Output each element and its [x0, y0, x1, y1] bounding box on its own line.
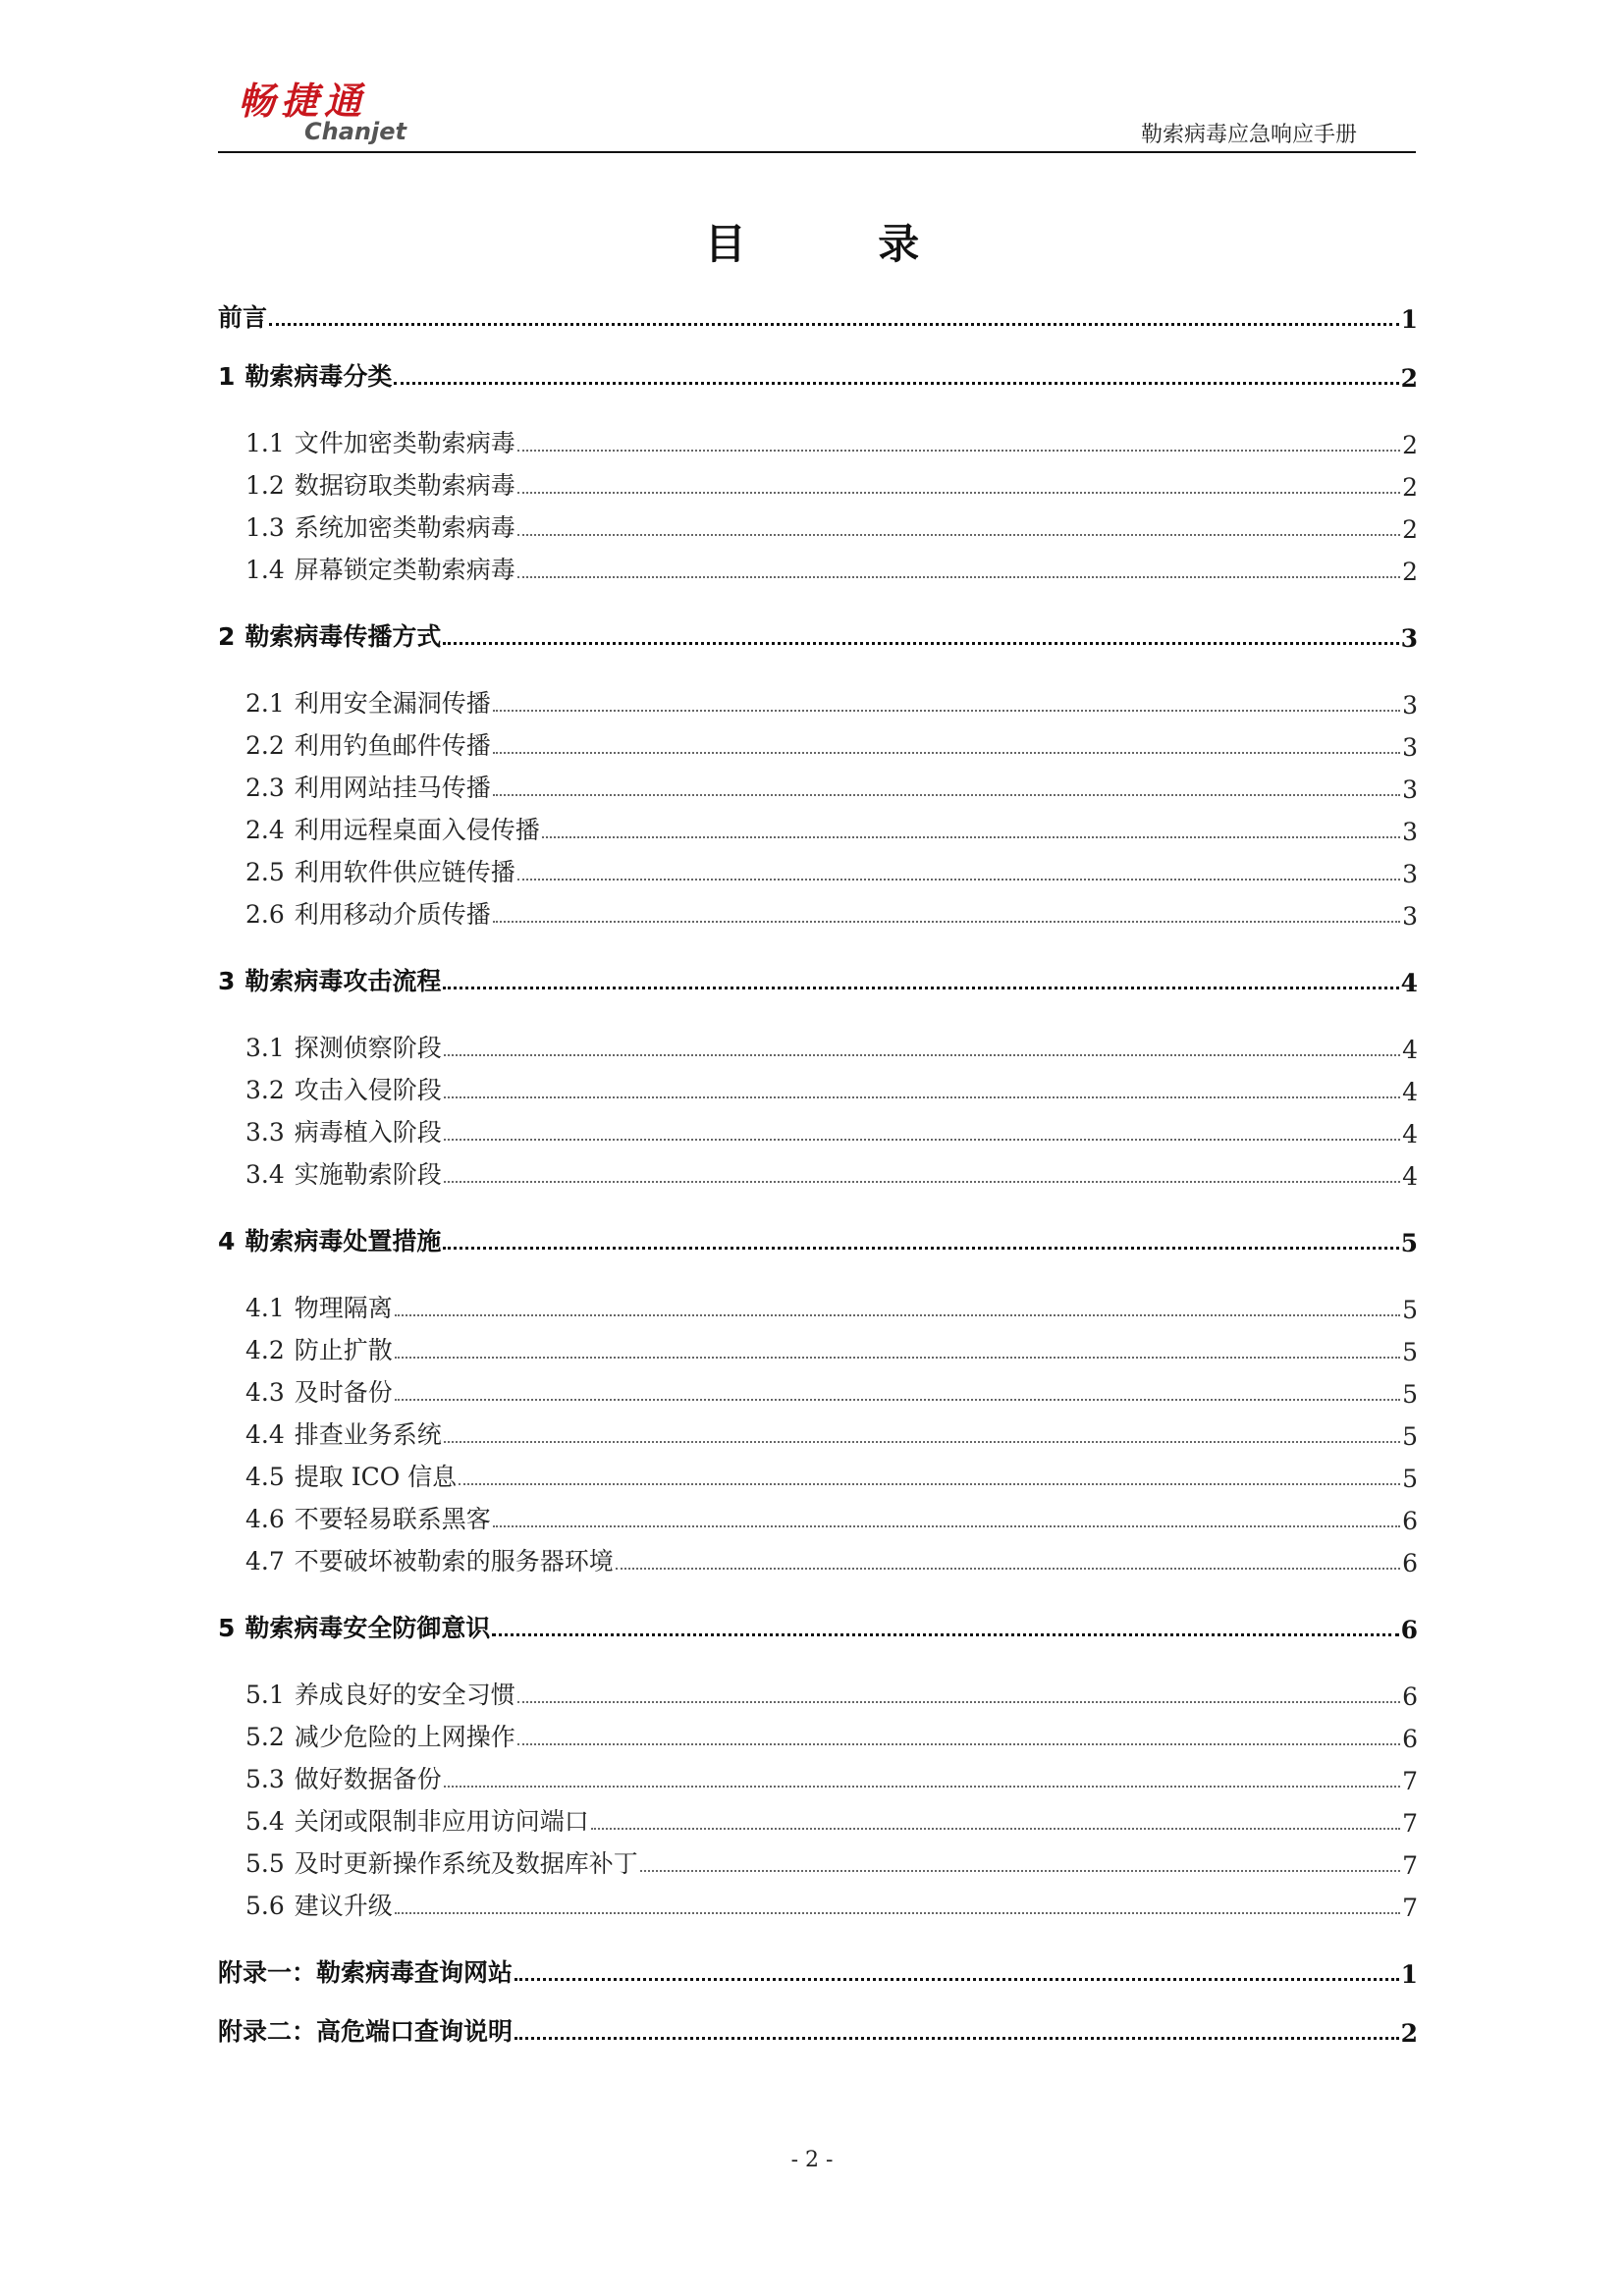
toc-entry-page: 7 — [1402, 1767, 1418, 1795]
toc-entry[interactable] — [245, 1285, 1418, 1324]
toc-entry[interactable] — [245, 680, 1418, 720]
toc-entry-number: 2 — [218, 622, 236, 651]
toc-entry[interactable] — [245, 1369, 1418, 1409]
toc-entry[interactable] — [245, 891, 1418, 931]
toc-entry-label — [245, 1760, 442, 1795]
toc-entry-text: 勒索病毒处置措施 — [244, 1227, 442, 1255]
toc-entry-number: 2.4 — [245, 816, 285, 844]
toc-entry-label — [245, 1542, 614, 1577]
dot-leader — [444, 1096, 1400, 1098]
toc-entry-number: 1.4 — [245, 556, 285, 584]
toc-entry-label — [245, 508, 515, 544]
toc-entry[interactable] — [245, 1538, 1418, 1577]
toc-entry[interactable] — [218, 294, 1418, 334]
toc-entry[interactable] — [218, 1218, 1418, 1257]
toc-entry-label — [245, 424, 515, 459]
toc-entry-text: 关闭或限制非应用访问端口 — [294, 1807, 589, 1836]
toc-entry-page: 3 — [1402, 860, 1418, 888]
toc-entry-text: 做好数据备份 — [294, 1765, 442, 1793]
toc-entry[interactable] — [218, 353, 1418, 393]
toc-entry[interactable] — [245, 1067, 1418, 1106]
toc-entry-label — [245, 684, 491, 720]
toc-entry-text: 利用钓鱼邮件传播 — [294, 731, 491, 760]
dot-leader — [493, 921, 1400, 923]
dot-leader — [517, 450, 1400, 452]
toc-entry-page: 6 — [1402, 1725, 1418, 1753]
toc-entry-label — [245, 1500, 491, 1535]
toc-entry-label — [218, 962, 441, 997]
dot-leader — [444, 1181, 1400, 1183]
toc-entry-number: 5.2 — [245, 1723, 285, 1751]
toc-entry-text: 勒索病毒传播方式 — [244, 622, 442, 651]
toc-entry-page: 6 — [1400, 1616, 1418, 1644]
dot-leader — [444, 1786, 1400, 1788]
dot-leader — [517, 576, 1400, 578]
toc-entry-label — [245, 1415, 442, 1451]
dot-leader — [444, 1054, 1400, 1056]
dot-leader — [492, 1633, 1398, 1636]
toc-entry[interactable] — [245, 849, 1418, 888]
dot-leader — [493, 1525, 1400, 1527]
toc-entry-number: 2.5 — [245, 858, 285, 886]
dot-leader — [514, 2037, 1399, 2040]
dot-leader — [395, 1357, 1400, 1359]
toc-entry-label — [245, 895, 491, 931]
document-title: 勒索病毒应急响应手册 — [1140, 123, 1357, 147]
toc-entry-text: 利用移动介质传播 — [294, 900, 491, 929]
toc-entry-label — [218, 1953, 513, 1989]
toc-entry-text: 利用远程桌面入侵传播 — [294, 816, 540, 844]
dot-leader — [443, 642, 1398, 645]
toc-entry-text: 建议升级 — [294, 1892, 393, 1920]
dot-leader — [542, 836, 1400, 838]
toc-entry-label — [245, 1113, 442, 1148]
toc-heading: 目 录 — [704, 220, 979, 268]
dot-leader — [395, 1314, 1400, 1316]
toc-entry-page: 6 — [1402, 1549, 1418, 1577]
toc-entry-page: 5 — [1402, 1465, 1418, 1493]
toc-entry-text: 利用网站挂马传播 — [294, 774, 491, 802]
toc-entry-text: 系统加密类勒索病毒 — [294, 513, 515, 542]
toc-entry-page: 2 — [1402, 515, 1418, 544]
toc-entry-number: 4 — [218, 1227, 236, 1255]
toc-entry-page: 4 — [1402, 1120, 1418, 1148]
toc-entry-page: 2 — [1402, 473, 1418, 502]
toc-entry-number: 5.3 — [245, 1765, 285, 1793]
toc-entry-text: 附录二：高危端口查询说明 — [218, 2017, 514, 2046]
toc-entry-label — [245, 1373, 393, 1409]
toc-entry-number: 3.2 — [245, 1076, 285, 1104]
toc-entry-page: 2 — [1402, 431, 1418, 459]
toc-entry-text: 勒索病毒攻击流程 — [244, 967, 442, 995]
toc-entry-label — [245, 1718, 515, 1753]
toc-entry-text: 排查业务系统 — [294, 1420, 442, 1449]
toc-entry-number: 3.1 — [245, 1034, 285, 1062]
toc-entry-number: 4.2 — [245, 1336, 285, 1364]
toc-entry[interactable] — [245, 1714, 1418, 1753]
toc-entry[interactable] — [245, 1412, 1418, 1451]
toc-entry[interactable] — [245, 1756, 1418, 1795]
dot-leader — [459, 1483, 1400, 1485]
toc-entry-label — [245, 1071, 442, 1106]
toc-entry-number: 3.4 — [245, 1160, 285, 1189]
toc-entry[interactable] — [218, 614, 1418, 653]
toc-entry-number: 2.6 — [245, 900, 285, 929]
toc-entry-text: 及时更新操作系统及数据库补丁 — [294, 1849, 638, 1878]
toc-entry-number: 4.6 — [245, 1505, 285, 1533]
toc-entry-page: 5 — [1400, 1229, 1418, 1257]
toc-entry[interactable] — [218, 958, 1418, 997]
toc-entry-page: 5 — [1402, 1380, 1418, 1409]
toc-entry-page: 7 — [1402, 1894, 1418, 1922]
toc-entry[interactable] — [245, 807, 1418, 846]
toc-entry-page: 3 — [1400, 624, 1418, 653]
toc-entry[interactable] — [245, 1798, 1418, 1838]
logo-chinese-text: 畅捷通 — [238, 80, 368, 123]
dot-leader — [517, 1743, 1400, 1745]
toc-entry-label — [245, 1289, 393, 1324]
toc-entry-number: 3.3 — [245, 1118, 285, 1147]
dot-leader — [493, 794, 1400, 796]
toc-entry[interactable] — [245, 1454, 1418, 1493]
toc-entry-label — [245, 1887, 393, 1922]
toc-entry-page: 2 — [1400, 364, 1418, 393]
toc-entry-text: 探测侦察阶段 — [294, 1034, 442, 1062]
toc-entry-text: 攻击入侵阶段 — [294, 1076, 442, 1104]
toc-entry-text: 物理隔离 — [294, 1294, 393, 1322]
toc-entry-text: 数据窃取类勒索病毒 — [294, 471, 515, 500]
dot-leader — [443, 987, 1398, 989]
toc-entry-text: 利用安全漏洞传播 — [294, 689, 491, 718]
toc-entry-number: 4.5 — [245, 1463, 285, 1491]
toc-entry-number: 5.4 — [245, 1807, 285, 1836]
toc-entry[interactable] — [245, 1496, 1418, 1535]
toc-entry-label — [218, 617, 441, 653]
toc-entry-label — [218, 1222, 441, 1257]
toc-entry-label — [245, 1155, 442, 1191]
dot-leader — [394, 382, 1398, 385]
toc-entry[interactable] — [245, 1883, 1418, 1922]
toc-entry-page: 3 — [1402, 902, 1418, 931]
toc-entry-label — [245, 1676, 515, 1711]
toc-entry-page: 4 — [1402, 1078, 1418, 1106]
toc-entry-text: 防止扩散 — [294, 1336, 393, 1364]
toc-entry[interactable] — [245, 1841, 1418, 1880]
toc-entry-page: 3 — [1402, 733, 1418, 762]
toc-entry-number: 4.3 — [245, 1378, 285, 1407]
toc-entry-text: 附录一：勒索病毒查询网站 — [218, 1958, 514, 1987]
toc-entry-number: 5.6 — [245, 1892, 285, 1920]
toc-entry[interactable] — [218, 1949, 1418, 1989]
toc-entry-number: 2.3 — [245, 774, 285, 802]
dot-leader — [443, 1247, 1398, 1250]
toc-entry-text: 病毒植入阶段 — [294, 1118, 442, 1147]
toc-entry-text: 屏幕锁定类勒索病毒 — [294, 556, 515, 584]
dot-leader — [269, 323, 1399, 326]
toc-entry-text: 减少危险的上网操作 — [294, 1723, 515, 1751]
toc-entry-text: 不要轻易联系黑客 — [294, 1505, 491, 1533]
toc-entry-text: 养成良好的安全习惯 — [294, 1681, 515, 1709]
toc-entry-label — [245, 1458, 457, 1493]
toc-entry[interactable] — [245, 722, 1418, 762]
toc-entry-number: 1.3 — [245, 513, 285, 542]
toc-entry-text: 及时备份 — [294, 1378, 393, 1407]
dot-leader — [517, 1701, 1400, 1703]
toc-entry-page: 6 — [1402, 1507, 1418, 1535]
dot-leader — [517, 534, 1400, 536]
chanjet-logo — [218, 69, 444, 147]
toc-entry-label — [245, 1331, 393, 1366]
toc-entry-number: 4.1 — [245, 1294, 285, 1322]
toc-entry-page: 1 — [1400, 305, 1418, 334]
toc-entry[interactable] — [218, 1605, 1418, 1644]
toc-entry-number: 4.4 — [245, 1420, 285, 1449]
toc-entry-page: 2 — [1402, 558, 1418, 586]
toc-entry-label — [218, 357, 392, 393]
dot-leader — [640, 1870, 1400, 1872]
toc-entry-text: 不要破坏被勒索的服务器环境 — [294, 1547, 614, 1575]
toc-entry-page: 3 — [1402, 818, 1418, 846]
toc-entry-label — [218, 1609, 490, 1644]
dot-leader — [395, 1912, 1400, 1914]
toc-entry-label — [245, 811, 540, 846]
toc-entry[interactable] — [245, 547, 1418, 586]
dot-leader — [517, 879, 1400, 881]
toc-entry-page: 1 — [1400, 1960, 1418, 1989]
toc-entry-page: 5 — [1402, 1338, 1418, 1366]
toc-entry-number: 5.5 — [245, 1849, 285, 1878]
toc-entry-label — [245, 1844, 638, 1880]
toc-entry[interactable] — [245, 1672, 1418, 1711]
toc-entry[interactable] — [218, 2008, 1418, 2048]
toc-entry-number: 1.1 — [245, 429, 285, 457]
toc-entry-number: 2.2 — [245, 731, 285, 760]
dot-leader — [444, 1441, 1400, 1443]
toc-entry[interactable] — [245, 462, 1418, 502]
toc-entry-label — [218, 2012, 513, 2048]
toc-entry-text: 提取 ICO 信息 — [294, 1463, 458, 1491]
toc-entry-number: 5 — [218, 1614, 236, 1642]
dot-leader — [517, 492, 1400, 494]
toc-entry-label — [245, 1029, 442, 1064]
toc-entry-page: 4 — [1402, 1036, 1418, 1064]
toc-entry-number: 3 — [218, 967, 236, 995]
toc-entry-number: 4.7 — [245, 1547, 285, 1575]
toc-entry-text: 文件加密类勒索病毒 — [294, 429, 515, 457]
toc-entry[interactable] — [245, 505, 1418, 544]
toc-entry-page: 3 — [1402, 691, 1418, 720]
toc-entry-number: 1.2 — [245, 471, 285, 500]
toc-entry-label — [245, 769, 491, 804]
toc-entry[interactable] — [245, 1025, 1418, 1064]
toc-entry[interactable] — [245, 1151, 1418, 1191]
toc-entry-page: 6 — [1402, 1682, 1418, 1711]
toc-entry-number: 5.1 — [245, 1681, 285, 1709]
toc-entry-page: 7 — [1402, 1851, 1418, 1880]
toc-entry-text: 实施勒索阶段 — [294, 1160, 442, 1189]
toc-entry-label — [245, 726, 491, 762]
dot-leader — [493, 752, 1400, 754]
logo-english-text: Chanjet — [304, 118, 406, 145]
header-divider — [218, 151, 1416, 153]
toc-entry-page: 5 — [1402, 1296, 1418, 1324]
toc-entry-label — [245, 1802, 589, 1838]
toc-entry-label — [245, 551, 515, 586]
page-number: - 2 - — [790, 2148, 834, 2172]
toc-entry-page: 4 — [1402, 1162, 1418, 1191]
dot-leader — [591, 1828, 1400, 1830]
toc-entry-label — [218, 298, 267, 334]
toc-entry-number: 2.1 — [245, 689, 285, 718]
dot-leader — [444, 1139, 1400, 1141]
dot-leader — [616, 1568, 1400, 1570]
toc-entry-page: 2 — [1400, 2019, 1418, 2048]
toc-entry-label — [245, 466, 515, 502]
toc-entry-text: 前言 — [218, 303, 268, 332]
dot-leader — [493, 710, 1400, 712]
toc-entry-label — [245, 853, 515, 888]
toc-entry-number: 1 — [218, 362, 236, 391]
toc-entry-text: 勒索病毒安全防御意识 — [244, 1614, 491, 1642]
toc-entry-page: 3 — [1402, 775, 1418, 804]
dot-leader — [514, 1978, 1399, 1981]
toc-entry[interactable] — [245, 420, 1418, 459]
toc-entry-text: 勒索病毒分类 — [244, 362, 393, 391]
dot-leader — [395, 1399, 1400, 1401]
toc-entry-text: 利用软件供应链传播 — [294, 858, 515, 886]
page-header — [218, 69, 1416, 153]
toc-entry[interactable] — [245, 1109, 1418, 1148]
toc-entry-page: 4 — [1400, 969, 1418, 997]
toc-entry-page: 5 — [1402, 1422, 1418, 1451]
toc-entry[interactable] — [245, 765, 1418, 804]
toc-entry[interactable] — [245, 1327, 1418, 1366]
toc-entry-page: 7 — [1402, 1809, 1418, 1838]
